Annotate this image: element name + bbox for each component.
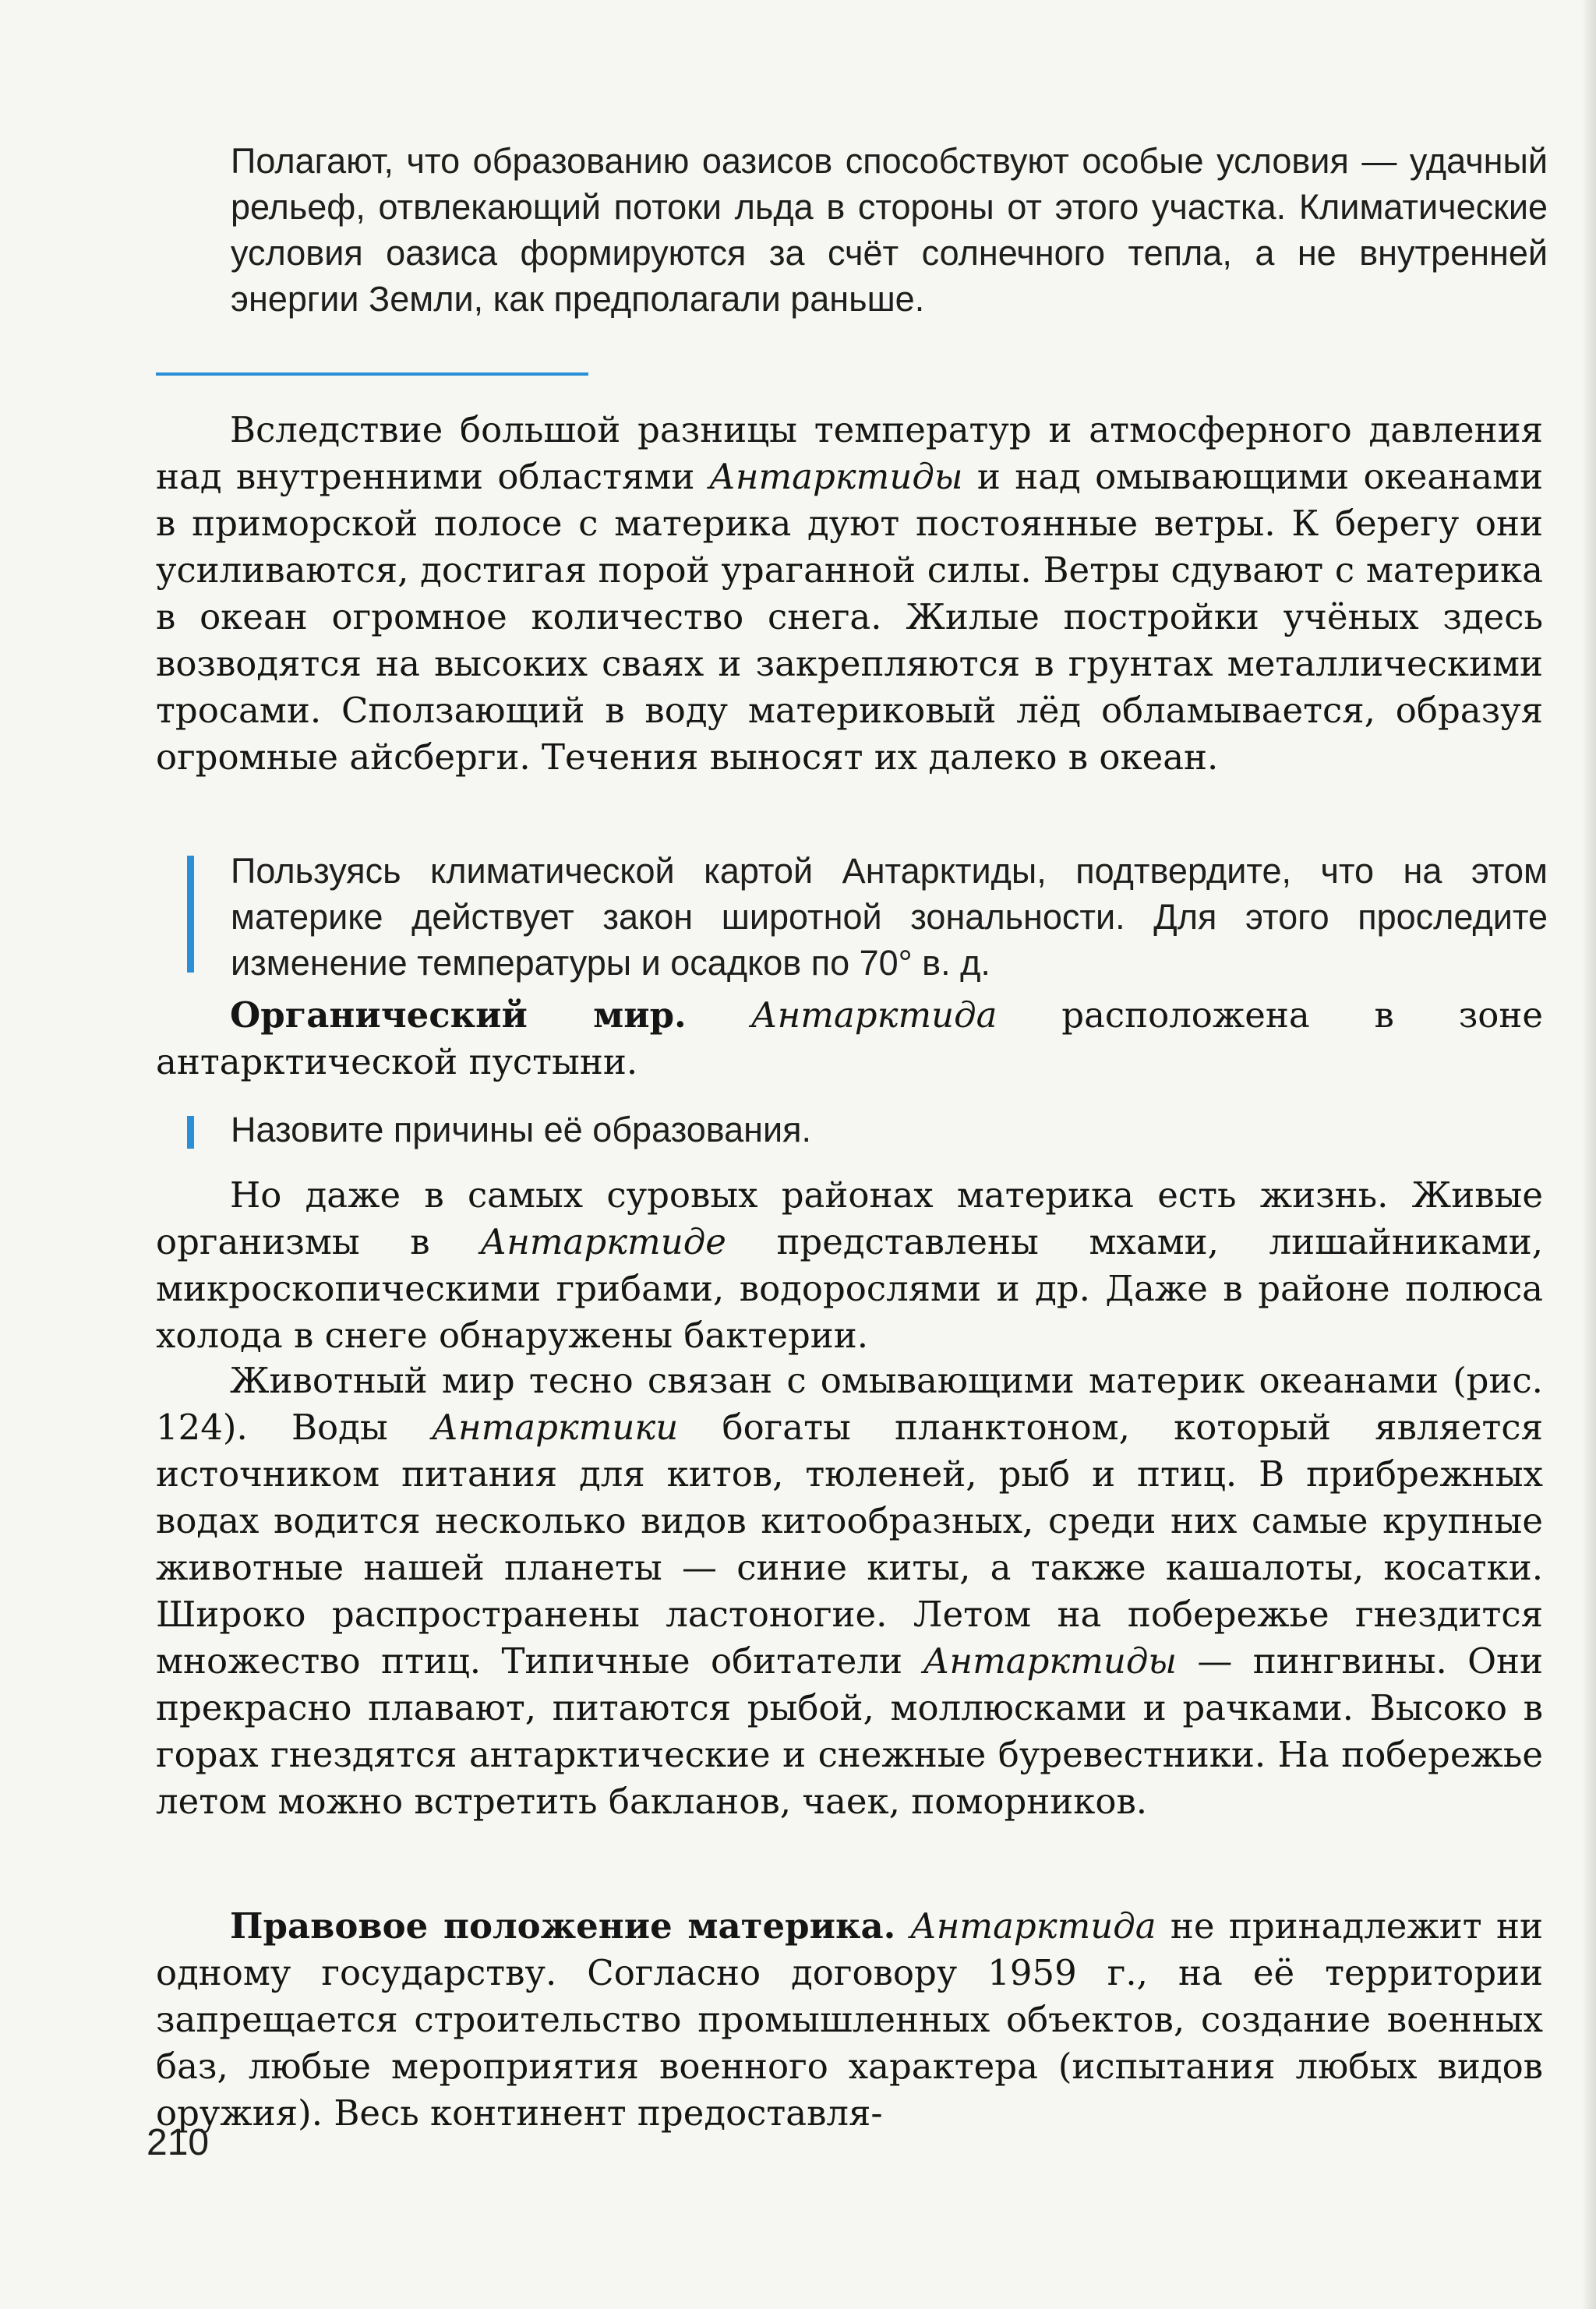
life-text-2: представлены мхами, лишайниками, микроскопическими грибами, водорослями и др. Даже в районе полюса холода в снеге обнаружены бактерии. bbox=[156, 1221, 1544, 1356]
task-marker-bar bbox=[187, 856, 194, 973]
winds-text-1: Вследствие большой разницы температур и атмосферного давления над внутренними областями bbox=[156, 409, 1543, 497]
page-edge-shadow bbox=[1582, 0, 1596, 2309]
fauna-text-3: — пингвины. Они прекрасно плавают, питаются рыбой, моллюсками и рачками. Высоко в горах гнездятся антарктические и снежные буревестники. На побережье летом можно встретить бакланов, чаек, поморников. bbox=[156, 1640, 1543, 1822]
legal-status-term: Антарктида bbox=[909, 1905, 1156, 1947]
legal-status-paragraph bbox=[156, 1903, 1543, 2137]
fauna-text-2: богаты планктоном, который является источником питания для китов, тюленей, рыб и птиц. В прибрежных водах водится несколько видов китообразных, среди них самые крупные животные нашей планеты — синие киты, а также кашалоты, косатки. Широко распространены ластоногие. Летом на побережье гнездится множество птиц. Типичные обитатели bbox=[156, 1407, 1543, 1682]
legal-status-heading: Правовое положение материка. bbox=[230, 1905, 896, 1947]
task-climate-note bbox=[231, 848, 1548, 986]
winds-text-2: и над омывающими океанами в приморской полосе с материка дуют постоянные ветры. К берегу они усиливаются, достигая порой ураганной силы. Ветры сдувают с материка в океан огромное количество снега. Жилые постройки учёных здесь возводятся на высоких сваях и закрепляются в грунтах металлическими тросами. Сползающий в воду материковый лёд обламывается, образуя огромные айсберги. Течения выносят их далеко в океан. bbox=[156, 456, 1543, 778]
fauna-paragraph-text bbox=[156, 1358, 1543, 1825]
organic-world-text bbox=[156, 992, 1543, 1086]
fauna-paragraph bbox=[156, 1358, 1543, 1825]
intro-note-text: Полагают, что образованию оазисов способствуют особые условия — удачный рельеф, отвлекающий потоки льда в стороны от этого участка. Климатические условия оазиса формируются за счёт солнечного тепла, а не внутренней энергии Земли, как предполагали раньше. bbox=[231, 141, 1548, 319]
task-causes-text: Назовите причины её образования. bbox=[231, 1110, 812, 1149]
fauna-term-antarctica: Антарктиды bbox=[923, 1640, 1178, 1682]
life-paragraph bbox=[156, 1172, 1543, 1359]
organic-world-term: Антарктида bbox=[750, 994, 998, 1036]
winds-paragraph bbox=[156, 407, 1543, 781]
organic-world-rest: расположена в зоне антарктической пустыни. bbox=[156, 994, 1543, 1082]
life-paragraph-text bbox=[156, 1172, 1543, 1359]
task-climate-text: Пользуясь климатической картой Антарктиды, подтвердите, что на этом материке действует закон широтной зональности. Для этого проследите изменение температуры и осадков по 70° в. д. bbox=[231, 851, 1548, 983]
winds-term-antarctica: Антарктиды bbox=[708, 456, 963, 497]
legal-status-text bbox=[156, 1903, 1543, 2137]
fauna-text-1: Животный мир тесно связан с омывающими материк океанами (рис. 124). Воды bbox=[156, 1360, 1543, 1448]
life-text-1: Но даже в самых суровых районах материка есть жизнь. Живые организмы в bbox=[156, 1174, 1543, 1262]
page-number: 210 bbox=[147, 2122, 210, 2163]
intro-note bbox=[231, 138, 1548, 322]
winds-paragraph-text bbox=[156, 407, 1543, 781]
note-divider-rule bbox=[156, 372, 588, 376]
fauna-term-antarctic: Антарктики bbox=[431, 1407, 679, 1448]
task-causes-note bbox=[231, 1107, 1548, 1153]
life-term-antarctica: Антарктиде bbox=[480, 1221, 726, 1262]
organic-world-heading: Органический мир. bbox=[230, 994, 687, 1036]
organic-world-paragraph bbox=[156, 992, 1543, 1086]
legal-status-rest: не принадлежит ни одному государству. Согласно договору 1959 г., на её территории запрещается строительство промышленных объектов, создание военных баз, любые мероприятия военного характера (испытания любых видов оружия). Весь континент предоставля- bbox=[156, 1905, 1544, 2134]
task-marker-bar-2 bbox=[187, 1116, 194, 1149]
